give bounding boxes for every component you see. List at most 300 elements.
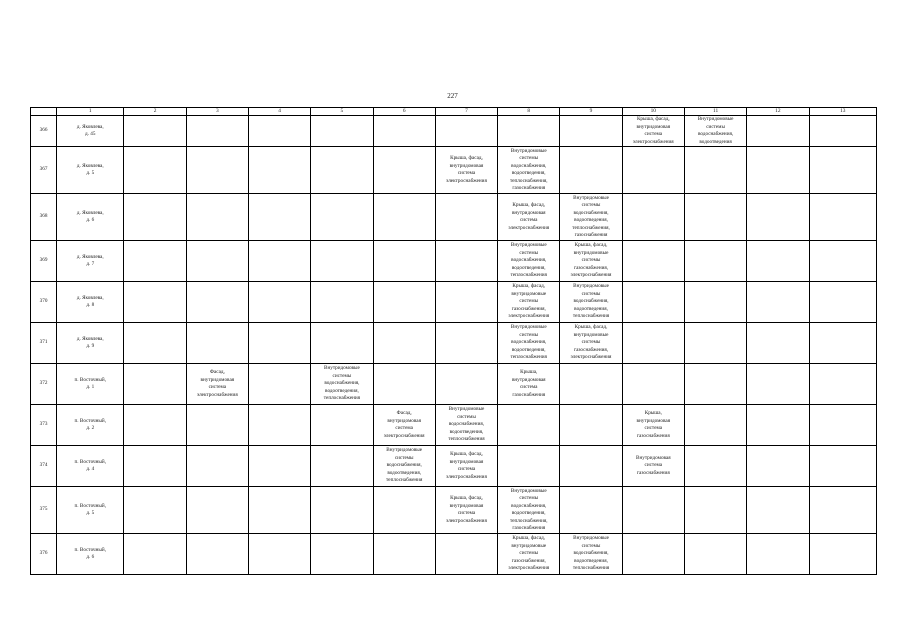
work-line: электроснабжения	[446, 517, 487, 524]
work-cell-col-5	[311, 487, 373, 534]
work-cell-col-10	[622, 364, 684, 405]
work-cell-col-2	[124, 147, 186, 194]
work-cell-col-8	[498, 282, 560, 323]
work-cell-col-2	[124, 241, 186, 282]
address-line: д. Яковлева,	[76, 294, 104, 301]
work-cell-col-9	[560, 364, 622, 405]
work-cell-col-6	[373, 534, 435, 575]
work-line: Крыша,	[644, 410, 662, 417]
work-cell-col-9	[560, 147, 622, 194]
work-cell-col-10	[622, 194, 684, 241]
work-line: газоснабжения,	[573, 346, 609, 353]
row-number: 375	[31, 487, 57, 534]
header-cell: 6	[373, 108, 435, 116]
work-cell-col-7	[435, 405, 497, 446]
work-line: теплоснабжения	[572, 565, 610, 572]
work-line: газоснабжения	[512, 525, 546, 532]
header-cell: 10	[622, 108, 684, 116]
work-cell-col-3	[186, 487, 248, 534]
work-line: электроснабжения	[508, 565, 550, 572]
work-line: теплоснабжения	[386, 477, 423, 484]
row-number: 376	[31, 534, 57, 575]
work-line: системы	[581, 542, 601, 549]
work-line: системы	[457, 413, 476, 420]
table-row	[31, 116, 877, 147]
work-line: теплоснабжения	[572, 313, 610, 320]
work-line: системы	[519, 550, 539, 557]
work-cell-col-8	[498, 147, 560, 194]
work-cell-col-12	[747, 323, 809, 364]
work-line: электроснабжения	[632, 138, 674, 145]
work-line: водоотведения,	[574, 557, 608, 564]
work-line: Внутридомовые	[573, 194, 609, 201]
work-cell-col-12	[747, 147, 809, 194]
work-line: водоснабжения,	[511, 257, 547, 264]
work-line: Крыша, фасад,	[636, 116, 670, 122]
row-number: 374	[31, 446, 57, 487]
work-line: водоотведения,	[511, 510, 546, 517]
work-cell-col-11	[684, 194, 746, 241]
address-line: п. Восточный,	[74, 458, 106, 465]
address-line: д. 1	[86, 384, 95, 391]
work-cell-col-3	[186, 194, 248, 241]
work-cell-col-4	[248, 446, 310, 487]
work-cell-col-7	[435, 241, 497, 282]
work-line: водоотведения,	[511, 346, 546, 353]
work-line: Фасад,	[209, 369, 225, 376]
work-line: водоотведения,	[325, 387, 359, 394]
address-cell	[57, 147, 124, 194]
work-cell-col-11	[684, 241, 746, 282]
work-line: системы	[519, 249, 539, 256]
work-cell-col-4	[248, 282, 310, 323]
work-line: газоснабжения	[636, 432, 670, 439]
work-cell-col-7	[435, 147, 497, 194]
table-row	[31, 323, 877, 364]
work-cell-col-7	[435, 364, 497, 405]
work-cell-col-8	[498, 323, 560, 364]
work-line: внутридомовая	[511, 209, 546, 216]
work-cell-col-2	[124, 116, 186, 147]
work-cell-col-3	[186, 405, 248, 446]
work-cell-col-2	[124, 364, 186, 405]
address-line: п. Восточный,	[74, 502, 106, 509]
work-line: система	[519, 384, 538, 391]
work-cell-col-10	[622, 534, 684, 575]
address-line: д. 2	[86, 425, 95, 432]
work-line: системы	[706, 123, 725, 130]
work-cell-col-4	[248, 364, 310, 405]
work-line: Фасад,	[396, 410, 412, 417]
work-cell-col-13	[809, 241, 876, 282]
address-line: д. 5	[86, 170, 95, 177]
work-cell-col-7	[435, 194, 497, 241]
address-cell	[57, 446, 124, 487]
row-number: 369	[31, 241, 57, 282]
table-row	[31, 282, 877, 323]
table-row	[31, 405, 877, 446]
work-line: система	[457, 170, 476, 177]
header-cell: 12	[747, 108, 809, 116]
work-line: система	[519, 217, 538, 224]
header-cell: 11	[684, 108, 746, 116]
work-cell-col-10	[622, 116, 684, 147]
work-line: водоснабжения,	[448, 421, 485, 428]
work-line: водоотведения,	[387, 469, 422, 476]
work-cell-col-12	[747, 405, 809, 446]
work-line: внутридомовые	[573, 331, 609, 338]
work-cell-col-10	[622, 405, 684, 446]
work-line: внутридомовая	[449, 162, 484, 169]
work-cell-col-5	[311, 194, 373, 241]
work-cell-col-6	[373, 487, 435, 534]
work-cell-col-8	[498, 487, 560, 534]
work-cell-col-13	[809, 323, 876, 364]
address-cell	[57, 487, 124, 534]
work-cell-col-10	[622, 282, 684, 323]
work-line: Внутридомовые	[510, 487, 547, 494]
work-cell-col-12	[747, 241, 809, 282]
work-line: системы	[581, 290, 601, 297]
address-line: д. 4	[86, 466, 95, 473]
work-line: газоснабжения,	[573, 264, 609, 271]
work-cell-col-5	[311, 323, 373, 364]
address-cell	[57, 116, 124, 147]
table-row	[31, 487, 877, 534]
work-cell-col-3	[186, 147, 248, 194]
address-cell	[57, 534, 124, 575]
work-line: системы	[581, 202, 601, 209]
work-cell-col-8	[498, 364, 560, 405]
header-cell: 9	[560, 108, 622, 116]
work-cell-col-5	[311, 534, 373, 575]
work-line: теплоснабжения	[510, 272, 547, 279]
work-line: Внутридомовые	[324, 365, 360, 372]
work-line: внутридомовая	[636, 123, 671, 130]
work-line: Крыша, фасад,	[450, 495, 483, 502]
address-line: д. Яковлева,	[76, 253, 104, 260]
work-line: водоснабжения,	[324, 380, 360, 387]
work-cell-col-2	[124, 534, 186, 575]
work-cell-col-3	[186, 323, 248, 364]
work-line: водоотведения,	[449, 428, 484, 435]
row-number: 368	[31, 194, 57, 241]
address-cell	[57, 194, 124, 241]
header-cell: 1	[57, 108, 124, 116]
address-line: д. 7	[86, 261, 95, 268]
work-line: электроснабжения	[383, 432, 425, 439]
work-line: Крыша, фасад,	[574, 324, 608, 331]
work-cell-col-5	[311, 405, 373, 446]
work-cell-col-13	[809, 405, 876, 446]
table-row	[31, 241, 877, 282]
work-cell-col-8	[498, 241, 560, 282]
work-cell-col-9	[560, 487, 622, 534]
work-cell-col-13	[809, 487, 876, 534]
work-cell-col-6	[373, 405, 435, 446]
work-cell-col-4	[248, 147, 310, 194]
work-cell-col-4	[248, 194, 310, 241]
work-line: электроснабжения	[446, 473, 487, 480]
work-line: электроснабжения	[570, 272, 612, 279]
header-cell: 7	[435, 108, 497, 116]
work-cell-col-8	[498, 534, 560, 575]
row-number: 367	[31, 147, 57, 194]
work-cell-col-9	[560, 194, 622, 241]
page-number: 227	[447, 92, 458, 100]
work-line: Крыша, фасад,	[450, 451, 483, 458]
work-cell-col-11	[684, 534, 746, 575]
work-cell-col-4	[248, 405, 310, 446]
work-cell-col-6	[373, 282, 435, 323]
work-line: внутридомовая	[200, 376, 235, 383]
work-cell-col-7	[435, 534, 497, 575]
work-cell-col-2	[124, 323, 186, 364]
work-line: системы	[332, 372, 352, 379]
address-line: д. 5	[86, 510, 95, 517]
work-line: теплоснабжения,	[509, 177, 548, 184]
row-number: 371	[31, 323, 57, 364]
work-line: система	[457, 466, 476, 473]
work-line: теплоснабжения	[510, 354, 547, 361]
address-line: д. Яковлева,	[76, 123, 104, 130]
work-line: водоотведения,	[574, 305, 608, 312]
work-line: Внутридомовые	[510, 242, 547, 249]
work-cell-col-10	[622, 241, 684, 282]
header-row	[31, 108, 877, 116]
work-line: Внутридомовые	[573, 535, 609, 542]
work-cell-col-11	[684, 116, 746, 147]
work-line: Крыша, фасад,	[512, 202, 546, 209]
work-line: система	[457, 510, 476, 517]
work-line: газоснабжения	[512, 391, 546, 398]
work-line: теплоснабжения,	[509, 517, 548, 524]
header-cell: 8	[498, 108, 560, 116]
work-line: водоснабжения,	[511, 162, 547, 169]
work-line: Внутридомовая	[636, 454, 671, 461]
work-line: газоснабжения	[636, 469, 670, 476]
table-row	[31, 147, 877, 194]
work-line: водоснабжения,	[511, 502, 547, 509]
work-cell-col-5	[311, 116, 373, 147]
header-cell: 2	[124, 108, 186, 116]
work-line: водоснабжения,	[386, 462, 422, 469]
work-cell-col-7	[435, 446, 497, 487]
work-line: водоотведения,	[511, 264, 546, 271]
work-cell-col-13	[809, 534, 876, 575]
address-line: д. 45	[85, 131, 96, 138]
work-line: водоотведения,	[574, 217, 608, 224]
work-cell-col-7	[435, 323, 497, 364]
work-cell-col-2	[124, 282, 186, 323]
table-row	[31, 364, 877, 405]
work-cell-col-12	[747, 487, 809, 534]
work-line: внутридомовая	[449, 458, 484, 465]
work-cell-col-4	[248, 534, 310, 575]
work-line: электроснабжения	[196, 391, 238, 398]
work-line: водоснабжения,	[573, 298, 609, 305]
work-cell-col-13	[809, 364, 876, 405]
work-cell-col-11	[684, 487, 746, 534]
work-line: водоотведения	[699, 138, 732, 145]
work-line: Внутридомовые	[697, 116, 734, 122]
work-line: водоснабжения,	[698, 131, 734, 138]
address-line: д. Яковлева,	[76, 335, 104, 342]
work-cell-col-4	[248, 116, 310, 147]
work-line: водоснабжения,	[511, 339, 547, 346]
work-cell-col-4	[248, 323, 310, 364]
address-cell	[57, 405, 124, 446]
work-cell-col-13	[809, 147, 876, 194]
work-cell-col-9	[560, 323, 622, 364]
work-cell-col-5	[311, 364, 373, 405]
work-line: электроснабжения	[508, 224, 550, 231]
work-line: системы	[581, 339, 601, 346]
work-line: системы	[519, 155, 539, 162]
header-cell: 5	[311, 108, 373, 116]
work-cell-col-11	[684, 323, 746, 364]
work-line: системы	[519, 495, 539, 502]
header-cell-index	[31, 108, 57, 116]
work-cell-col-3	[186, 116, 248, 147]
work-cell-col-9	[560, 534, 622, 575]
address-line: д. Яковлева,	[76, 209, 104, 216]
address-cell	[57, 364, 124, 405]
work-cell-col-12	[747, 116, 809, 147]
work-cell-col-12	[747, 194, 809, 241]
work-line: Внутридомовые	[510, 324, 547, 331]
work-cell-col-9	[560, 241, 622, 282]
work-line: внутридомовые	[511, 290, 547, 297]
address-line: п. Восточный,	[74, 546, 106, 553]
address-line: д. Яковлева,	[76, 162, 104, 169]
work-line: теплоснабжения,	[572, 224, 610, 231]
work-cell-col-6	[373, 446, 435, 487]
work-cell-col-2	[124, 405, 186, 446]
header-cell: 13	[809, 108, 876, 116]
work-cell-col-3	[186, 241, 248, 282]
work-cell-col-10	[622, 487, 684, 534]
address-line: д. 9	[86, 343, 95, 350]
work-cell-col-2	[124, 194, 186, 241]
work-line: Внутридомовые	[386, 447, 423, 454]
work-cell-col-12	[747, 534, 809, 575]
row-number: 372	[31, 364, 57, 405]
work-cell-col-6	[373, 323, 435, 364]
work-cell-col-9	[560, 405, 622, 446]
header-cell: 3	[186, 108, 248, 116]
address-cell	[57, 323, 124, 364]
address-line: д. 8	[86, 302, 95, 309]
work-cell-col-6	[373, 241, 435, 282]
work-cell-col-13	[809, 282, 876, 323]
work-cell-col-8	[498, 116, 560, 147]
address-cell	[57, 241, 124, 282]
work-cell-col-13	[809, 446, 876, 487]
table-row	[31, 446, 877, 487]
work-line: газоснабжения	[574, 232, 608, 239]
address-line: п. Восточный,	[74, 417, 106, 424]
work-cell-col-6	[373, 116, 435, 147]
work-cell-col-6	[373, 194, 435, 241]
work-cell-col-10	[622, 323, 684, 364]
work-line: электроснабжения	[508, 313, 550, 320]
work-cell-col-3	[186, 534, 248, 575]
work-line: система	[395, 425, 413, 432]
work-cell-col-13	[809, 194, 876, 241]
work-cell-col-9	[560, 446, 622, 487]
work-cell-col-10	[622, 446, 684, 487]
work-cell-col-2	[124, 487, 186, 534]
row-number: 366	[31, 116, 57, 147]
work-cell-col-12	[747, 446, 809, 487]
work-cell-col-6	[373, 364, 435, 405]
work-cell-col-8	[498, 405, 560, 446]
work-cell-col-11	[684, 147, 746, 194]
work-line: система	[644, 462, 663, 469]
work-cell-col-7	[435, 282, 497, 323]
work-cell-col-4	[248, 487, 310, 534]
work-cell-col-12	[747, 282, 809, 323]
work-line: внутридомовая	[387, 417, 421, 424]
work-cell-col-11	[684, 405, 746, 446]
table-row	[31, 194, 877, 241]
work-line: системы	[519, 298, 539, 305]
work-line: Внутридомовые	[510, 147, 547, 154]
work-cell-col-11	[684, 282, 746, 323]
work-line: электроснабжения	[446, 177, 487, 184]
work-cell-col-3	[186, 282, 248, 323]
work-cell-col-4	[248, 241, 310, 282]
work-line: газоснабжения,	[511, 305, 546, 312]
work-cell-col-3	[186, 446, 248, 487]
work-cell-col-11	[684, 446, 746, 487]
work-cell-col-13	[809, 116, 876, 147]
work-cell-col-9	[560, 282, 622, 323]
work-line: внутридомовая	[511, 376, 546, 383]
work-line: водоотведения,	[511, 170, 546, 177]
work-cell-col-5	[311, 282, 373, 323]
address-line: п. Восточный,	[74, 376, 106, 383]
work-cell-col-6	[373, 147, 435, 194]
address-line: д. 6	[86, 554, 95, 561]
work-line: теплоснабжения	[448, 436, 485, 443]
work-line: системы	[581, 257, 601, 264]
work-cell-col-2	[124, 446, 186, 487]
work-cell-col-3	[186, 364, 248, 405]
work-line: Крыша, фасад,	[450, 155, 483, 162]
work-line: водоснабжения,	[573, 209, 609, 216]
work-line: электроснабжения	[570, 354, 612, 361]
row-number: 373	[31, 405, 57, 446]
work-line: газоснабжения	[512, 185, 546, 192]
work-line: теплоснабжения	[323, 395, 361, 402]
work-line: Внутридомовые	[573, 283, 609, 290]
work-line: внутридомовые	[511, 542, 547, 549]
work-cell-col-5	[311, 147, 373, 194]
work-line: внутридомовая	[636, 417, 671, 424]
work-cell-col-5	[311, 241, 373, 282]
work-line: система	[644, 131, 663, 138]
work-line: внутридомовые	[573, 249, 609, 256]
work-cell-col-11	[684, 364, 746, 405]
row-number: 370	[31, 282, 57, 323]
work-line: Крыша,	[520, 369, 538, 376]
work-line: Крыша, фасад,	[574, 242, 608, 249]
work-cell-col-12	[747, 364, 809, 405]
work-line: Внутридомовые	[448, 406, 485, 413]
address-line: д. 6	[86, 217, 95, 224]
